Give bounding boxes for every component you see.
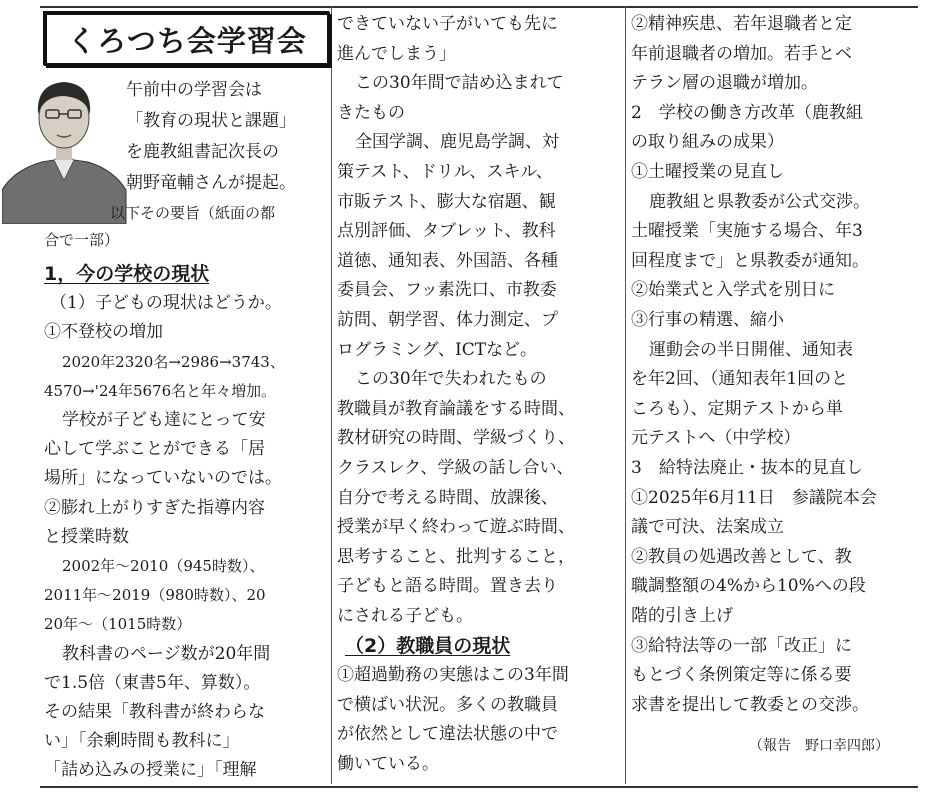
article-text-line: を鹿教組書記次長の (126, 142, 279, 162)
article-text-line: ①超過勤務の実態はこの3年間 (337, 665, 569, 686)
article-text-line: 鹿教組と県教委が公式交渉。 (649, 191, 870, 212)
article-text-line: 階的引き上げ (631, 606, 733, 626)
article-text-line: 働いている。 (337, 754, 439, 774)
article-text-line: にされる子ども。 (337, 606, 473, 626)
section-heading: 1，今の学校の現状 (44, 263, 210, 285)
column-divider (331, 6, 332, 784)
article-text-line: ②精神疾患、若年退職者と定 (631, 14, 852, 34)
column-divider (625, 6, 626, 784)
section-heading: （2）教職員の現状 (345, 634, 511, 657)
article-text-line: テラン層の退職が増加。 (631, 73, 818, 94)
article-text-line: の取り組みの成果） (631, 132, 784, 153)
article-text-line: もとづく条例策定等に係る要 (631, 665, 852, 686)
article-text-line: 4570→'24年5676名と年々増加。 (44, 381, 277, 400)
article-text-line: で1.5倍（東書5年、算数）。 (44, 672, 261, 693)
article-text-line: 議で可決、法案成立 (631, 517, 784, 538)
article-text-line: で横ばい状況。多くの教職員 (337, 694, 558, 715)
article-text-line: ②始業式と入学式を別日に (631, 280, 835, 301)
article-text-line: ①不登校の増加 (44, 322, 163, 343)
article-text-line: 2 学校の働き方改革（鹿教組 (631, 102, 863, 123)
article-text-line: 進んでしまう」 (337, 43, 456, 64)
article-text-line: ③行事の精選、縮小 (631, 310, 784, 330)
article-text-line: 土曜授業「実施する場合、年3 (631, 221, 863, 242)
column-title: くろつち会学習会 (67, 23, 307, 58)
article-text-line: ログラミング、ICTなど。 (337, 339, 538, 360)
article-text-line: 運動会の半日開催、通知表 (649, 339, 853, 360)
article-text-line: ③給特法等の一部「改正」に (631, 635, 852, 656)
article-text-line: 2020年2320名→2986→3743、 (62, 352, 285, 371)
article-text-line: クラスレク、学級の話し合い、 (337, 458, 574, 478)
article-text-line: 「詰め込みの授業に」「理解 (44, 760, 257, 781)
article-text-line: 回程度まで」と県教委が通知。 (631, 250, 869, 271)
article-text-line: 職調整額の4%から10%への段 (631, 576, 866, 597)
article-text-line: 市販テスト、膨大な宿題、観 (337, 191, 556, 212)
article-text-line: きたもの (337, 102, 405, 123)
article-text-line: 点別評価、タブレット、教科 (337, 221, 556, 242)
article-text-line: 自分で考える時間、放課後、 (337, 487, 558, 508)
article-text-line: この30年で失われたもの (355, 369, 547, 390)
article-text-line: 策テスト、ドリル、スキル、 (337, 162, 553, 182)
article-text-line: 道徳、通知表、外国語、各種 (337, 250, 558, 271)
article-text-line: できていない子がいても先に (337, 14, 558, 34)
article-text-line: 授業が早く終わって遊ぶ時間、 (337, 517, 575, 538)
article-text-line: 以下その要旨（紙面の都 (110, 204, 276, 222)
article-text-line: ①土曜授業の見直し (631, 162, 784, 182)
article-text-line: と授業時数 (44, 526, 129, 547)
article-text-line: 思考すること、批判すること， (337, 546, 575, 567)
article-text-line: 学校が子ども達にとって安 (62, 410, 266, 430)
article-text-line: 「教育の現状と課題」 (126, 111, 296, 131)
article-text-line: 場所」になっていないのでは。 (44, 468, 282, 489)
article-text-line: 3 給特法廃止・抜本的見直し (631, 458, 863, 478)
article-text-line: 朝野竜輔さんが提起。 (126, 173, 296, 193)
article-text-line: この30年間で詰め込まれて (355, 73, 564, 94)
article-text-line: 年前退職者の増加。若手とベ (631, 43, 852, 64)
article-text-line: 合で一部） (44, 231, 120, 249)
article-text-line: その結果「教科書が終わらな (44, 702, 265, 722)
article-text-line: 元テストへ（中学校） (631, 428, 801, 449)
column-title-box (44, 12, 330, 66)
reporter-byline: （報告 野口幸四郎） (749, 738, 889, 754)
article-text-line: 子どもと語る時間。置き去り (337, 576, 558, 597)
article-text-line: 20年～（1015時数） (44, 615, 192, 634)
article-text-line: 教科書のページ数が20年間 (62, 643, 271, 664)
article-text-line: ころも）、定期テストから単 (631, 398, 843, 419)
article-text-line: ②膨れ上がりすぎた指導内容 (44, 497, 265, 518)
article-text-line: ①2025年6月11日 参議院本会 (631, 487, 877, 508)
article-text-line: が依然として違法状態の中で (337, 724, 558, 745)
article-text-line: 午前中の学習会は (126, 80, 262, 100)
article-text-line: を年2回、（通知表年1回のと (631, 369, 849, 390)
article-text-line: 教職員が教育論議をする時間、 (337, 398, 575, 419)
article-text-line: 委員会、フッ素洗口、市教委 (337, 280, 557, 301)
article-text-line: ②教員の処遇改善として、教 (631, 546, 852, 567)
article-text-line: 教材研究の時間、学級づくり、 (337, 428, 575, 449)
article-text-line: 2002年～2010（945時数）、 (62, 557, 265, 575)
article-text-line: 2011年～2019（980時数）、20 (44, 586, 266, 605)
article-text-line: い」「余剰時間も教科に」 (44, 731, 240, 752)
article-text-line: 全国学調、鹿児島学調、対 (355, 132, 559, 153)
article-text-line: 訪問、朝学習、体力測定、プ (337, 310, 558, 330)
article-text-line: （1）子どもの現状はどうか。 (50, 293, 282, 314)
article-text-line: 求書を提出して教委との交渉。 (631, 694, 869, 715)
article-text-line: 心して学ぶことができる「居 (44, 439, 265, 460)
